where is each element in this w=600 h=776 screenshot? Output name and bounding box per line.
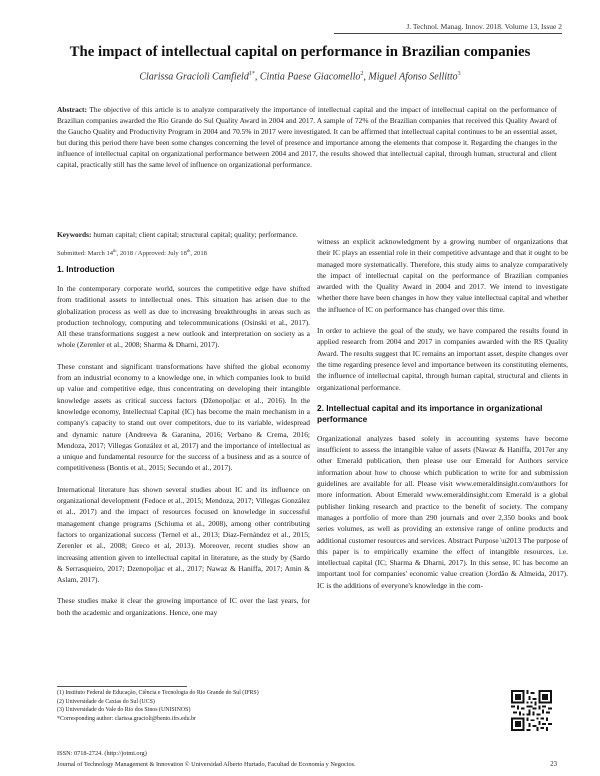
abstract-text: The objective of this article is to analyze comparatively the importance of intellectual capital and the impact of intellectual capital on the performance of Brazilian companies awarded the Rio Grande do Sul Quality Award in 2004 and 2017. A sample of 72% of the Brazilian companies that received this Quality Award of the Gaucho Quality and Productivity Program in 2004 and 70.5% in 2017 were investigated. It can be affirmed that intellectual capital continues to be an essential asset, but during this period there have been some changes concerning the level of presence and importance among the elements that compose it. Regarding the changes in the influence of intellectual capital on organizational performance between 2004 and 2017, the results showed that intellectual capital, through human, structural and client capital, practically still has the same level of influence on organizational performance. [57,105,557,170]
left-column [57,264,310,628]
page-number: 23 [550,761,557,768]
footnote: (3) Universidade do Vale do Rio dos Sinos (UNISINOS) [57,707,191,714]
body-paragraph: witness an explicit acknowledgment by a growing number of organizations that their IC plays an essential role in their competitive advantage and that it ought to be managed more systematically. Therefore, this study aims to analyze comparatively the impact of intellectual capital on the performance of Brazilian companies awarded with the Quality Award in 2004 and 2017. We intend to investigate whether there have been changes in how they value intellectual capital and whether the influence of IC on performance has changed over this time. [317,237,568,314]
abstract-label: Abstract: [57,105,87,114]
author-name: Cintia Paese Giacomello [259,71,361,83]
footnotes [57,689,259,723]
body-paragraph: In order to achieve the goal of the study, we have compared the results found in applied research from 2004 and 2017 in companies awarded with the RS Quality Award. The results suggest that IC remains an important asset, despite changes over the time regarding presence level and importance between its constituting elements, the influence of intellectual capital, through human capital, structural and clients in organizational performance. [317,326,568,392]
footnote-rule [57,686,187,687]
body-paragraph: Organizational analyzes based solely in accounting systems have become insufficient to assess the intangible value of assets (Nawaz & Haniffa, 2017er any other Emerald publication, then please use our Emerald for Authors service information about how to choose which publication to write for and submission guidelines are available for all. Please visit www.emeraldinsight.com/authors for more information. About Emerald www.emeraldinsight.com Emerald is a global publisher linking research and practice to the benefit of society. The company manages a portfolio of more than 290 journals and over 2,350 books and book series volumes, as well as providing an extensive range of online products and additional customer resources and services. Abstract Purpose \u2013 The purpose of this paper is to empirically examine the effect of intangible resources, i.e. intellectual capital (IC; Sharma & Dharni, 2017). In this sense, IC has become an important tool for companies' economic value creation (Jordão & Almeida, 2017). IC is the additions of everyone's knowledge in the com- [317,433,568,590]
author-name: Miguel Afonso Sellitto [368,71,458,83]
keywords-text: human capital; client capital; structural capital; quality; performance. [93,230,298,239]
keywords-label: Keywords: [57,230,92,239]
author-affiliation-mark: 2 [360,71,364,77]
paper-title: The impact of intellectual capital on performance in Brazilian companies [69,44,531,60]
author-line: Clarissa Gracioli Camfield$^{1*}$, Cintia Paese Giacomello$^2$, Miguel Afonso Sellitto$^3$ [139,71,461,83]
section-heading-introduction: 1. Introduction [57,264,115,274]
body-paragraph: These constant and significant transformations have shifted the global economy from an industrial economy to a knowledge one, in which companies look to build up value and competitive edge, thus concentrating on developing their intangible knowledge assets as critical success factors (Dženopoljac et al., 2016). In the knowledge economy, Intellectual Capital (IC) has become the main mechanism in a company's capacity to stand out over competitors, due to its variable, widespread and dynamic nature (Andreeva & Garanina, 2016; Verbano & Crema, 2016; Mendoza, 2017; Villegas González et al, 2017) and the importance of intellectual as a unique and fundamental resource for the success of a business and as a source of competitiveness (Bontis et al., 2015; Secundo et al., 2017). [57,361,310,473]
issn: ISSN: 0718-2724. (http://jotmi.org) [57,750,147,757]
submission-dates: Submitted: March 14th, 2018 / Approved: July 18th, 2018 [57,248,207,258]
qr-code-icon [511,690,552,731]
footnote: (1) Instituto Federal de Educação, Ciência e Tecnologia do Rio Grande do Sul (IFRS) [57,690,259,696]
footnote: (2) Universidade de Caxias do Sul (UCS) [57,698,155,705]
footnote: *Corresponding author: clarissa.gracioli@bento.ifrs.edu.br [57,715,196,722]
header-rule [334,33,562,34]
section-heading-intellectual-capital: 2. Intellectual capital and its importance in organizational performance [317,402,543,424]
author-affiliation-mark: 3 [457,71,461,77]
body-paragraph: These studies make it clear the growing importance of IC over the last years, for both the academic and organizations. Hence, one may [57,596,310,617]
body-paragraph: International literature has shown several studies about IC and its influence on organizational development (Fedoce et al., 2015; Mendoza, 2017; Villegas González et al., 2017) and the impact of resources focused on knowledge in successful management change programs (Schiuma et al., 2008), among other contributing factors to organizational success (Ternel et al., 2013; Diaz-Fernández et al., 2015; Zerenler et al., 2008; Greco et al, 2013). Moreover, recent studies show an increasing attention given to intellectual capital in literature, as the study by (Sardo & Serrasqueiro, 2017; Dzenopoljac et al., 2017; Nawaz & Haniffa, 2017; Amin & Aslam, 2017). [57,484,310,585]
body-paragraph: In the contemporary corporate world, sources the competitive edge have shifted from traditional assets to intellectual ones. This situation has arisen due to the globalization process as well as due to increasing breakthroughs in areas such as production technology, computing and telecommunications (Osinski et al., 2017). All these transformations suggest a new outlook and interpretation on society as a whole (Zerenler et al., 2008; Sharma & Dharni, 2017). [57,284,310,350]
right-column [317,236,568,601]
journal-footer: Journal of Technology Management & Innovation © Universidad Alberto Hurtado, Facultad de Economía y Negocios. [57,761,356,768]
author-affiliation-mark: 1* [248,71,255,77]
running-head: J. Technol. Manag. Innov. 2018. Volume 13, Issue 2 [406,22,562,31]
author-name: Clarissa Gracioli Camfield [139,71,249,83]
abstract [57,104,557,171]
